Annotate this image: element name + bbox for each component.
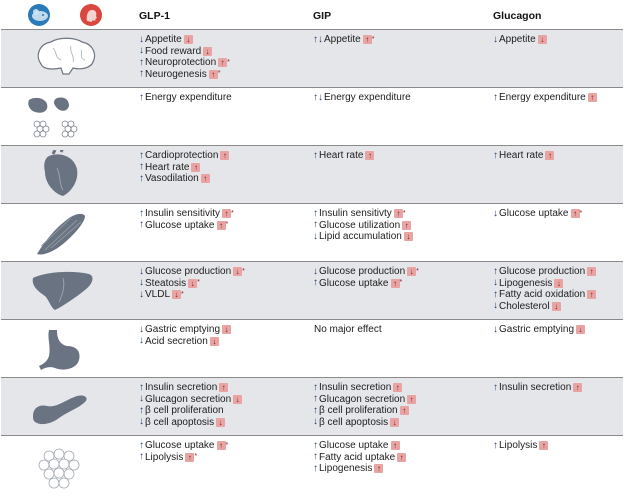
human-effect-box-icon: ↑ [220,151,229,160]
human-effect-box-icon: ↑ [394,209,403,218]
human-effect-box-icon: ↑ [397,453,406,462]
mouse-effect-arrow-icon: ↓ [139,288,144,300]
effect-item [493,278,624,289]
effect-cell-glucagon [493,382,624,394]
effect-label: Gastric emptying [499,324,575,335]
human-effect-box-icon: ↑ [588,93,597,102]
effect-label: Glucose uptake [145,440,215,451]
effect-label: Appetite [499,34,536,45]
effect-cell-glp1 [139,382,309,428]
mouse-effect-arrow-icon: ↑ [313,451,318,462]
effect-label: Lipid accumulation [319,231,402,242]
mouse-effect-arrow-icon: ↑ [139,172,144,184]
effect-item [139,150,309,161]
mouse-effect-arrow-icon: ↓ [139,45,144,56]
effect-item [139,452,309,463]
mouse-effect-arrow-icon: ↑ [493,91,498,103]
effect-item [139,220,309,231]
mouse-effect-arrow-icon: ↑ [313,277,318,288]
effect-item [139,208,309,219]
effect-cell-glp1 [139,440,309,463]
human-effect-box-icon: ↑ [407,395,416,404]
effect-cell-gip [313,324,489,336]
mouse-effect-arrow-icon: ↑ [313,404,318,416]
effect-label: Glucose production [145,266,232,277]
effect-item [313,220,489,231]
human-effect-box-icon: ↓ [576,325,585,334]
mouse-effect-arrow-icon: ↑ [139,207,144,219]
effect-label: β cell proliferation [319,405,398,416]
muscle-icon [19,208,111,258]
mouse-effect-arrow-icon: ↓ [139,33,144,45]
human-effect-box-icon: ↑ [402,221,411,230]
effect-item [139,336,309,347]
mouse-effect-arrow-icon: ↑↓ [313,33,323,45]
human-head-icon [80,4,102,26]
mouse-effect-arrow-icon: ↓ [313,230,318,242]
mouse-effect-arrow-icon: ↓ [139,393,144,404]
effect-item [139,440,309,451]
effect-label: β cell proliferation [145,405,224,416]
effect-label: Gastric emptying [145,324,221,335]
asterisk-marker-icon: * [579,209,583,217]
effect-label: Lipogenesis [499,277,553,289]
human-effect-box-icon: ↑ [219,383,228,392]
effect-item [313,405,489,416]
pancreas-icon [19,382,111,432]
effect-item [139,417,309,428]
effect-item [313,278,489,289]
effect-item [313,231,489,242]
effect-item [493,440,624,451]
mouse-effect-arrow-icon: ↑ [313,149,318,161]
mouse-effect-arrow-icon: ↓ [139,323,144,335]
species-legend [23,4,113,26]
human-effect-box-icon: ↓ [184,35,193,44]
effect-item [313,394,489,405]
effect-cell-glp1 [139,92,309,104]
human-effect-box-icon: ↓ [404,232,413,241]
mouse-effect-arrow-icon: ↑ [313,381,318,393]
effect-cell-gip [313,150,489,162]
mouse-effect-arrow-icon: ↑ [139,56,144,68]
effect-item [313,440,489,451]
effect-label: Food reward [145,45,202,57]
effect-item [313,266,489,277]
mouse-effect-arrow-icon: ↓ [493,33,498,45]
asterisk-marker-icon: * [181,290,184,298]
mouse-effect-arrow-icon: ↓ [313,265,318,277]
effect-item [313,452,489,463]
human-effect-box-icon: ↑ [391,279,400,288]
human-effect-box-icon: ↑ [217,441,226,450]
human-effect-box-icon: ↓ [407,267,416,276]
human-effect-box-icon: ↓ [233,395,242,404]
effect-label: Insulin secretion [499,382,572,393]
effect-cell-gip [313,208,489,243]
effect-item [139,266,309,277]
effect-label: Glucose uptake [499,208,569,219]
effect-item [313,324,489,335]
mouse-effect-arrow-icon: ↑ [493,381,498,393]
effect-label: β cell apoptosis [145,416,215,428]
human-effect-box-icon: ↑ [218,58,227,67]
heart-icon [19,150,111,200]
mouse-effect-arrow-icon: ↓ [313,416,318,427]
mouse-effect-arrow-icon: ↑ [139,68,144,79]
mouse-effect-arrow-icon: ↓ [493,300,498,311]
effect-label: Neurogenesis [145,68,207,80]
mouse-effect-arrow-icon: ↓ [139,335,144,346]
effect-cell-glp1 [139,150,309,185]
human-effect-box-icon: ↑ [365,151,374,160]
asterisk-marker-icon: * [402,209,406,217]
effect-label: Acid secretion [145,335,208,347]
effect-item [139,57,309,68]
effect-label: Appetite [324,34,361,45]
effect-label: No major effect [314,324,382,335]
mouse-effect-arrow-icon: ↓ [493,323,498,335]
mouse-effect-arrow-icon: ↑ [313,219,318,230]
effect-item [493,289,624,300]
effect-label: Appetite [145,34,182,45]
asterisk-marker-icon: * [194,453,198,460]
effect-label: Glucose uptake [319,277,389,289]
mouse-effect-arrow-icon: ↑ [493,288,498,300]
asterisk-marker-icon: * [399,279,403,286]
effect-item [139,173,309,184]
effect-label: Cardioprotection [145,150,219,161]
effect-label: Lipogenesis [319,463,373,474]
effect-item [139,289,309,300]
effect-item [139,278,309,289]
effect-label: Lipolysis [499,440,538,451]
human-effect-box-icon: ↓ [233,267,242,276]
table-row [1,261,623,319]
effect-cell-glp1 [139,34,309,80]
effect-label: Insulin sensitivty [319,208,392,219]
effect-item [493,324,624,335]
human-effect-box-icon: ↓ [552,302,561,311]
stomach-icon [19,324,111,374]
effect-item [139,382,309,393]
asterisk-marker-icon: * [225,441,229,449]
effect-cell-glucagon [493,150,624,162]
effect-item [313,34,489,45]
effect-label: VLDL [145,289,171,300]
mouse-effect-arrow-icon: ↓ [493,277,498,288]
human-effect-box-icon: ↑ [400,406,409,415]
effect-label: Glucose production [319,266,406,277]
effect-label: Steatosis [145,277,187,289]
mouse-effect-arrow-icon: ↑ [139,91,144,103]
human-effect-box-icon: ↑ [587,267,596,276]
hormone-effects-table [1,0,623,500]
human-effect-box-icon: ↑ [209,70,218,79]
effect-item [493,208,624,219]
effect-item [313,382,489,393]
human-effect-box-icon: ↓ [188,279,197,288]
effect-cell-glucagon [493,266,624,312]
table-row [1,435,623,500]
effect-label: Heart rate [319,150,364,161]
effect-item [313,417,489,428]
human-effect-box-icon: ↑ [391,441,400,450]
effect-cell-glucagon [493,440,624,452]
effect-label: Glucose production [499,266,586,277]
mouse-effect-arrow-icon: ↓ [139,277,144,288]
human-effect-box-icon: ↑ [539,441,548,450]
mouse-effect-arrow-icon: ↑ [493,149,498,161]
asterisk-marker-icon: * [227,58,230,66]
effect-label: Vasodilation [145,173,199,184]
table-row [1,87,623,145]
effect-cell-glucagon [493,208,624,220]
effect-item [493,150,624,161]
human-effect-box-icon: ↑ [185,453,194,462]
effect-item [493,266,624,277]
effect-item [493,382,624,393]
effect-item [493,92,624,103]
mouse-effect-arrow-icon: ↑ [493,265,498,277]
effect-item [139,394,309,405]
effect-item [139,46,309,57]
effect-label: Glucose utilization [319,219,401,231]
brain-icon [19,34,111,84]
asterisk-marker-icon: * [217,70,221,77]
human-effect-box-icon: ↑ [222,209,231,218]
effect-cell-glucagon [493,34,624,46]
effect-label: Heart rate [499,150,544,161]
mouse-effect-arrow-icon: ↓ [493,207,498,219]
human-effect-box-icon: ↑ [545,151,554,160]
mouse-effect-arrow-icon: ↑ [139,404,144,416]
effect-label: Neuroprotection [145,57,217,68]
effect-item [139,405,309,416]
effect-label: Fatty acid uptake [319,451,396,463]
effect-cell-gip [313,382,489,428]
asterisk-marker-icon: * [371,35,375,43]
effect-item [313,208,489,219]
effect-label: Heart rate [145,161,190,173]
effect-label: β cell apoptosis [319,416,389,428]
asterisk-marker-icon: * [231,209,234,217]
human-effect-box-icon: ↓ [172,290,181,299]
human-effect-box-icon: ↓ [216,418,225,427]
human-effect-box-icon: ↑ [217,221,226,230]
human-effect-box-icon: ↑ [201,174,210,183]
mouse-effect-arrow-icon: ↑ [139,161,144,172]
asterisk-marker-icon: * [416,267,419,275]
effect-label: Energy expenditure [145,92,232,103]
table-row [1,29,623,87]
asterisk-marker-icon: * [225,221,229,228]
human-effect-box-icon: ↑ [363,35,372,44]
mouse-effect-arrow-icon: ↑ [313,439,318,451]
mouse-effect-arrow-icon: ↑ [139,219,144,230]
effect-label: Glucose uptake [319,440,389,451]
column-header-glucagon: Glucagon [493,10,542,22]
table-row [1,377,623,435]
human-effect-box-icon: ↑ [393,383,402,392]
mouse-effect-arrow-icon: ↓ [139,265,144,277]
effect-item [139,92,309,103]
effect-label: Glucagon secretion [145,393,232,405]
human-effect-box-icon: ↑ [587,290,596,299]
table-row [1,145,623,203]
human-effect-box-icon: ↓ [203,47,212,56]
table-header [1,0,623,29]
effect-label: Insulin secretion [319,382,392,393]
effect-item [313,150,489,161]
effect-cell-glp1 [139,208,309,231]
effect-label: Insulin secretion [145,382,218,393]
human-effect-box-icon: ↓ [390,418,399,427]
table-row [1,319,623,377]
mouse-effect-arrow-icon: ↑ [139,451,144,462]
human-effect-box-icon: ↓ [222,325,231,334]
mouse-effect-arrow-icon: ↑ [313,207,318,219]
liver-icon [19,266,111,316]
effect-cell-glucagon [493,324,624,336]
human-effect-box-icon: ↓ [210,337,219,346]
column-header-glp1: GLP-1 [139,10,170,22]
effect-item [139,162,309,173]
human-effect-box-icon: ↓ [538,35,547,44]
effect-cell-glucagon [493,92,624,104]
effect-label: Energy expenditure [324,92,411,103]
effect-cell-gip [313,34,489,46]
effect-item [139,324,309,335]
human-effect-box-icon: ↓ [554,279,563,288]
effect-cell-gip [313,92,489,104]
effect-label: Cholesterol [499,300,550,312]
effect-label: Lipolysis [145,451,184,463]
effect-item [493,301,624,312]
fat-cells-icon [19,444,111,494]
mouse-effect-arrow-icon: ↓ [139,416,144,427]
table-row [1,203,623,261]
human-effect-box-icon: ↑ [191,163,200,172]
effect-label: Glucagon secretion [319,393,406,405]
effect-cell-gip [313,440,489,475]
effect-label: Energy expenditure [499,92,586,103]
human-effect-box-icon: ↑ [374,464,383,473]
column-header-gip: GIP [313,10,332,22]
mouse-effect-arrow-icon: ↑ [139,439,144,451]
human-effect-box-icon: ↑ [571,209,580,218]
asterisk-marker-icon: * [197,279,200,286]
mouse-icon [28,4,50,26]
asterisk-marker-icon: * [242,267,245,275]
effect-item [313,463,489,474]
effect-cell-glp1 [139,324,309,347]
effect-cell-gip [313,266,489,289]
effect-item [139,69,309,80]
effect-label: Glucose uptake [145,219,215,231]
effect-item [313,92,489,103]
effect-item [493,34,624,45]
adipose-icon [19,92,111,142]
mouse-effect-arrow-icon: ↑ [313,462,318,474]
mouse-effect-arrow-icon: ↑ [139,381,144,393]
mouse-effect-arrow-icon: ↑ [313,393,318,404]
effect-label: Fatty acid oxidation [499,289,586,300]
effect-label: Insulin sensitivity [145,208,221,219]
mouse-effect-arrow-icon: ↑ [493,439,498,451]
human-effect-box-icon: ↑ [573,383,582,392]
effect-cell-glp1 [139,266,309,301]
effect-item [139,34,309,45]
mouse-effect-arrow-icon: ↑ [139,149,144,161]
mouse-effect-arrow-icon: ↑↓ [313,91,323,103]
